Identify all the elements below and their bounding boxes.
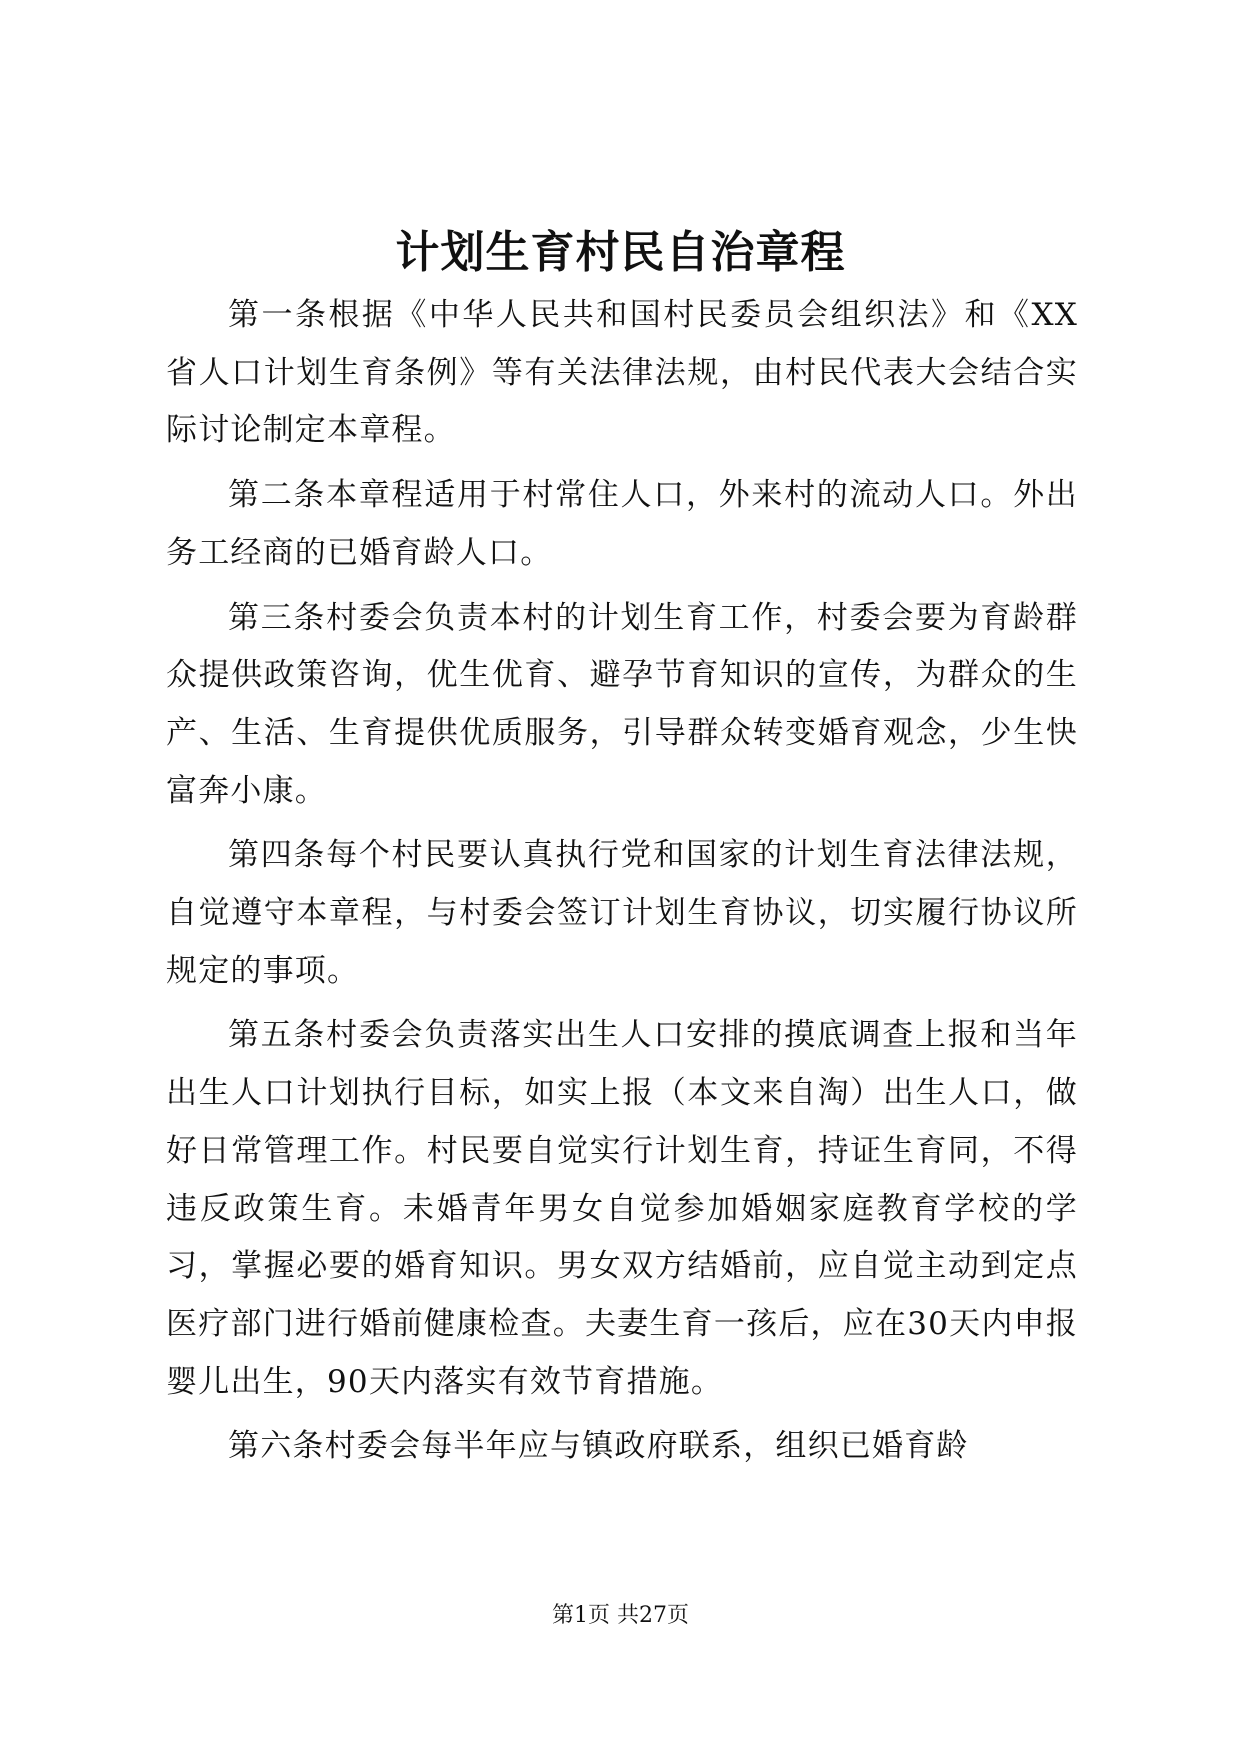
- document-title: 计划生育村民自治章程: [395, 227, 846, 278]
- article-5-paragraph: 第五条村委会负责落实出生人口安排的摸底调查上报和当年出生人口计划执行目标，如实上报（本文来自淘）出生人口，做好日常管理工作。村民要自觉实行计划生育，持证生育同，不得违反政策生育。未婚青年男女自觉参加婚姻家庭教育学校的学习，掌握必要的婚育知识。男女双方结婚前，应自觉主动到定点医疗部门进行婚前健康检查。夫妻生育一孩后，应在30天内申报婴儿出生，90天内落实有效节育措施。: [166, 1017, 1078, 1400]
- article-1-paragraph: 第一条根据《中华人民共和国村民委员会组织法》和《XX省人口计划生育条例》等有关法律法规，由村民代表大会结合实际讨论制定本章程。: [166, 297, 1078, 449]
- document-body: [166, 287, 1078, 1476]
- article-6-paragraph: 第六条村委会每半年应与镇政府联系，组织已婚育龄: [228, 1428, 969, 1465]
- article-2-paragraph: 第二条本章程适用于村常住人口，外来村的流动人口。外出务工经商的已婚育龄人口。: [166, 477, 1078, 571]
- article-3-paragraph: 第三条村委会负责本村的计划生育工作，村委会要为育龄群众提供政策咨询，优生优育、避孕节育知识的宣传，为群众的生产、生活、生育提供优质服务，引导群众转变婚育观念，少生快富奔小康。: [166, 599, 1078, 809]
- article-4-paragraph: 第四条每个村民要认真执行党和国家的计划生育法律法规，自觉遵守本章程，与村委会签订计划生育协议，切实履行协议所规定的事项。: [166, 837, 1078, 989]
- page-number-footer: 第1页 共27页: [552, 1603, 689, 1628]
